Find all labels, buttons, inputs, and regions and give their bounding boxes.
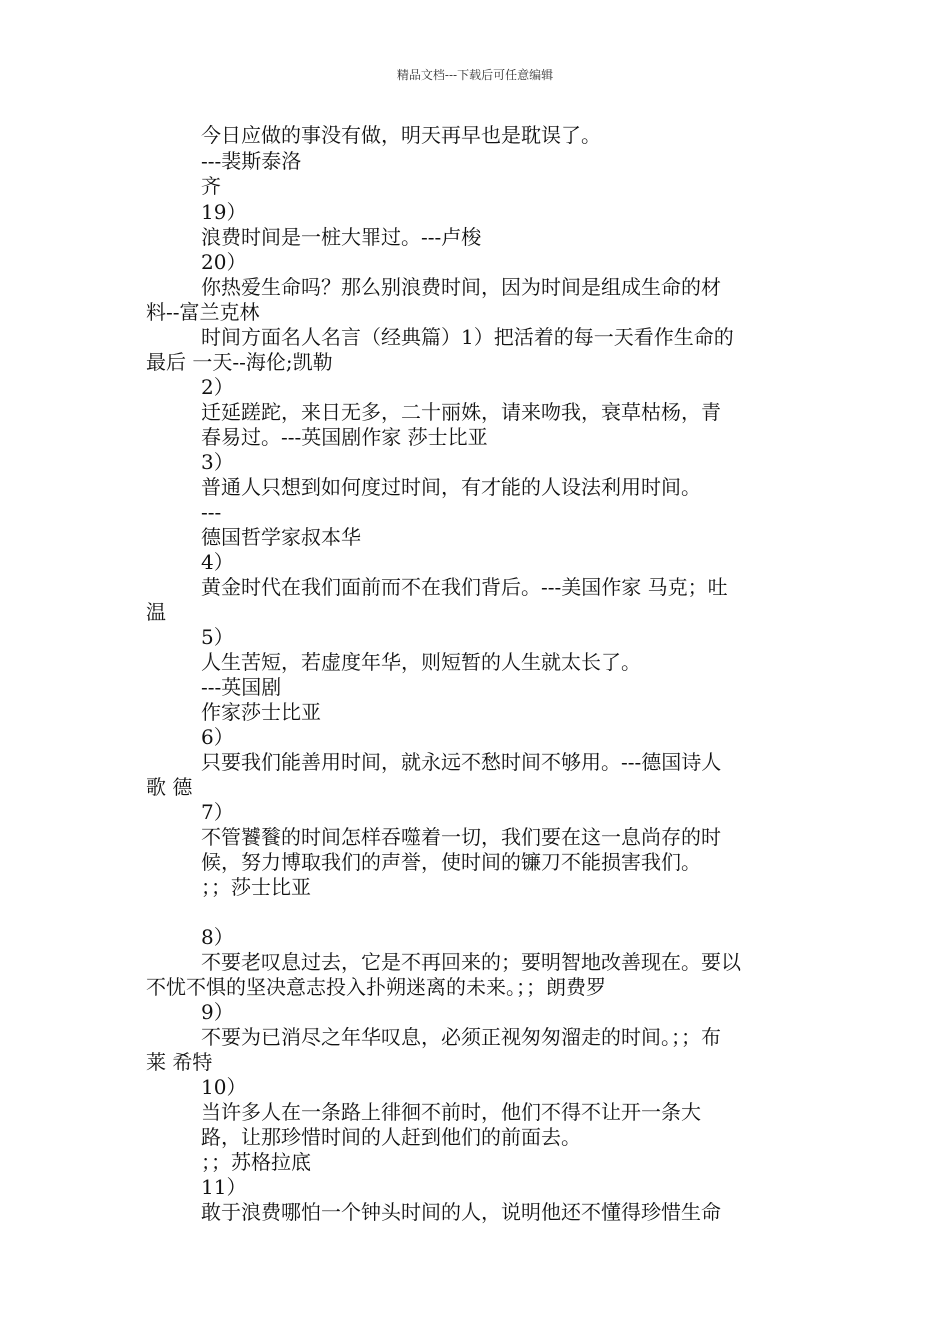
- text-line: 路，让那珍惜时间的人赶到他们的前面去。: [201, 1125, 581, 1149]
- text-line: 不管饕餮的时间怎样吞噬着一切，我们要在这一息尚存的时: [201, 825, 721, 849]
- text-line: 温: [146, 600, 166, 624]
- text-line: 20）: [201, 250, 247, 274]
- text-line: 不要为已消尽之年华叹息，必须正视匆匆溜走的时间。；；布: [201, 1025, 721, 1049]
- text-line: 不忧不惧的坚决意志投入扑朔迷离的未来。；；朗费罗: [146, 975, 606, 999]
- text-line: 人生苦短，若虚度年华，则短暂的人生就太长了。: [201, 650, 641, 674]
- text-line: 普通人只想到如何度过时间，有才能的人设法利用时间。: [201, 475, 701, 499]
- text-line: 只要我们能善用时间，就永远不愁时间不够用。---德国诗人: [201, 750, 722, 774]
- text-line: 2）: [201, 375, 234, 399]
- text-line: 最后 一天--海伦;凯勒: [146, 350, 333, 374]
- text-line: 德国哲学家叔本华: [201, 525, 361, 549]
- text-line: 敢于浪费哪怕一个钟头时间的人，说明他还不懂得珍惜生命: [201, 1200, 721, 1224]
- text-line: 3）: [201, 450, 234, 474]
- text-line: 11）: [201, 1175, 247, 1199]
- text-line: 5）: [201, 625, 234, 649]
- text-line: 你热爱生命吗？那么别浪费时间，因为时间是组成生命的材: [201, 275, 721, 299]
- text-line: 当许多人在一条路上徘徊不前时，他们不得不让开一条大: [201, 1100, 701, 1124]
- text-line: 8）: [201, 925, 234, 949]
- text-line: ；；莎士比亚: [201, 875, 311, 899]
- text-line: 歌 德: [146, 775, 193, 799]
- page-header: 精品文档---下载后可任意编辑: [396, 68, 554, 82]
- text-line: 作家莎士比亚: [201, 700, 321, 724]
- text-line: ；；苏格拉底: [201, 1150, 311, 1174]
- text-line: 迁延蹉跎，来日无多，二十丽姝，请来吻我，衰草枯杨，青: [201, 400, 721, 424]
- text-line: 黄金时代在我们面前而不在我们背后。---美国作家 马克；吐: [201, 575, 728, 599]
- text-line: 9）: [201, 1000, 234, 1024]
- text-line: 6）: [201, 725, 234, 749]
- text-line: 莱 希特: [146, 1050, 213, 1074]
- text-line: 19）: [201, 200, 247, 224]
- text-line: 齐: [201, 174, 221, 198]
- text-line: 料--富兰克林: [146, 300, 260, 324]
- text-line: 春易过。---英国剧作家 莎士比亚: [201, 425, 488, 449]
- text-line: 10）: [201, 1075, 247, 1099]
- text-line: 候，努力博取我们的声誉，使时间的镰刀不能损害我们。: [201, 850, 701, 874]
- text-line: ---: [201, 500, 222, 524]
- text-line: ---裴斯泰洛: [201, 149, 302, 173]
- text-line: 今日应做的事没有做，明天再早也是耽误了。: [201, 123, 601, 147]
- text-line: 7）: [201, 800, 234, 824]
- text-line: 浪费时间是一桩大罪过。---卢梭: [201, 225, 482, 249]
- text-line: 时间方面名人名言（经典篇）1）把活着的每一天看作生命的: [201, 325, 734, 349]
- text-line: 不要老叹息过去，它是不再回来的；要明智地改善现在。要以: [201, 950, 741, 974]
- text-line: ---英国剧: [201, 675, 282, 699]
- text-line: 4）: [201, 550, 234, 574]
